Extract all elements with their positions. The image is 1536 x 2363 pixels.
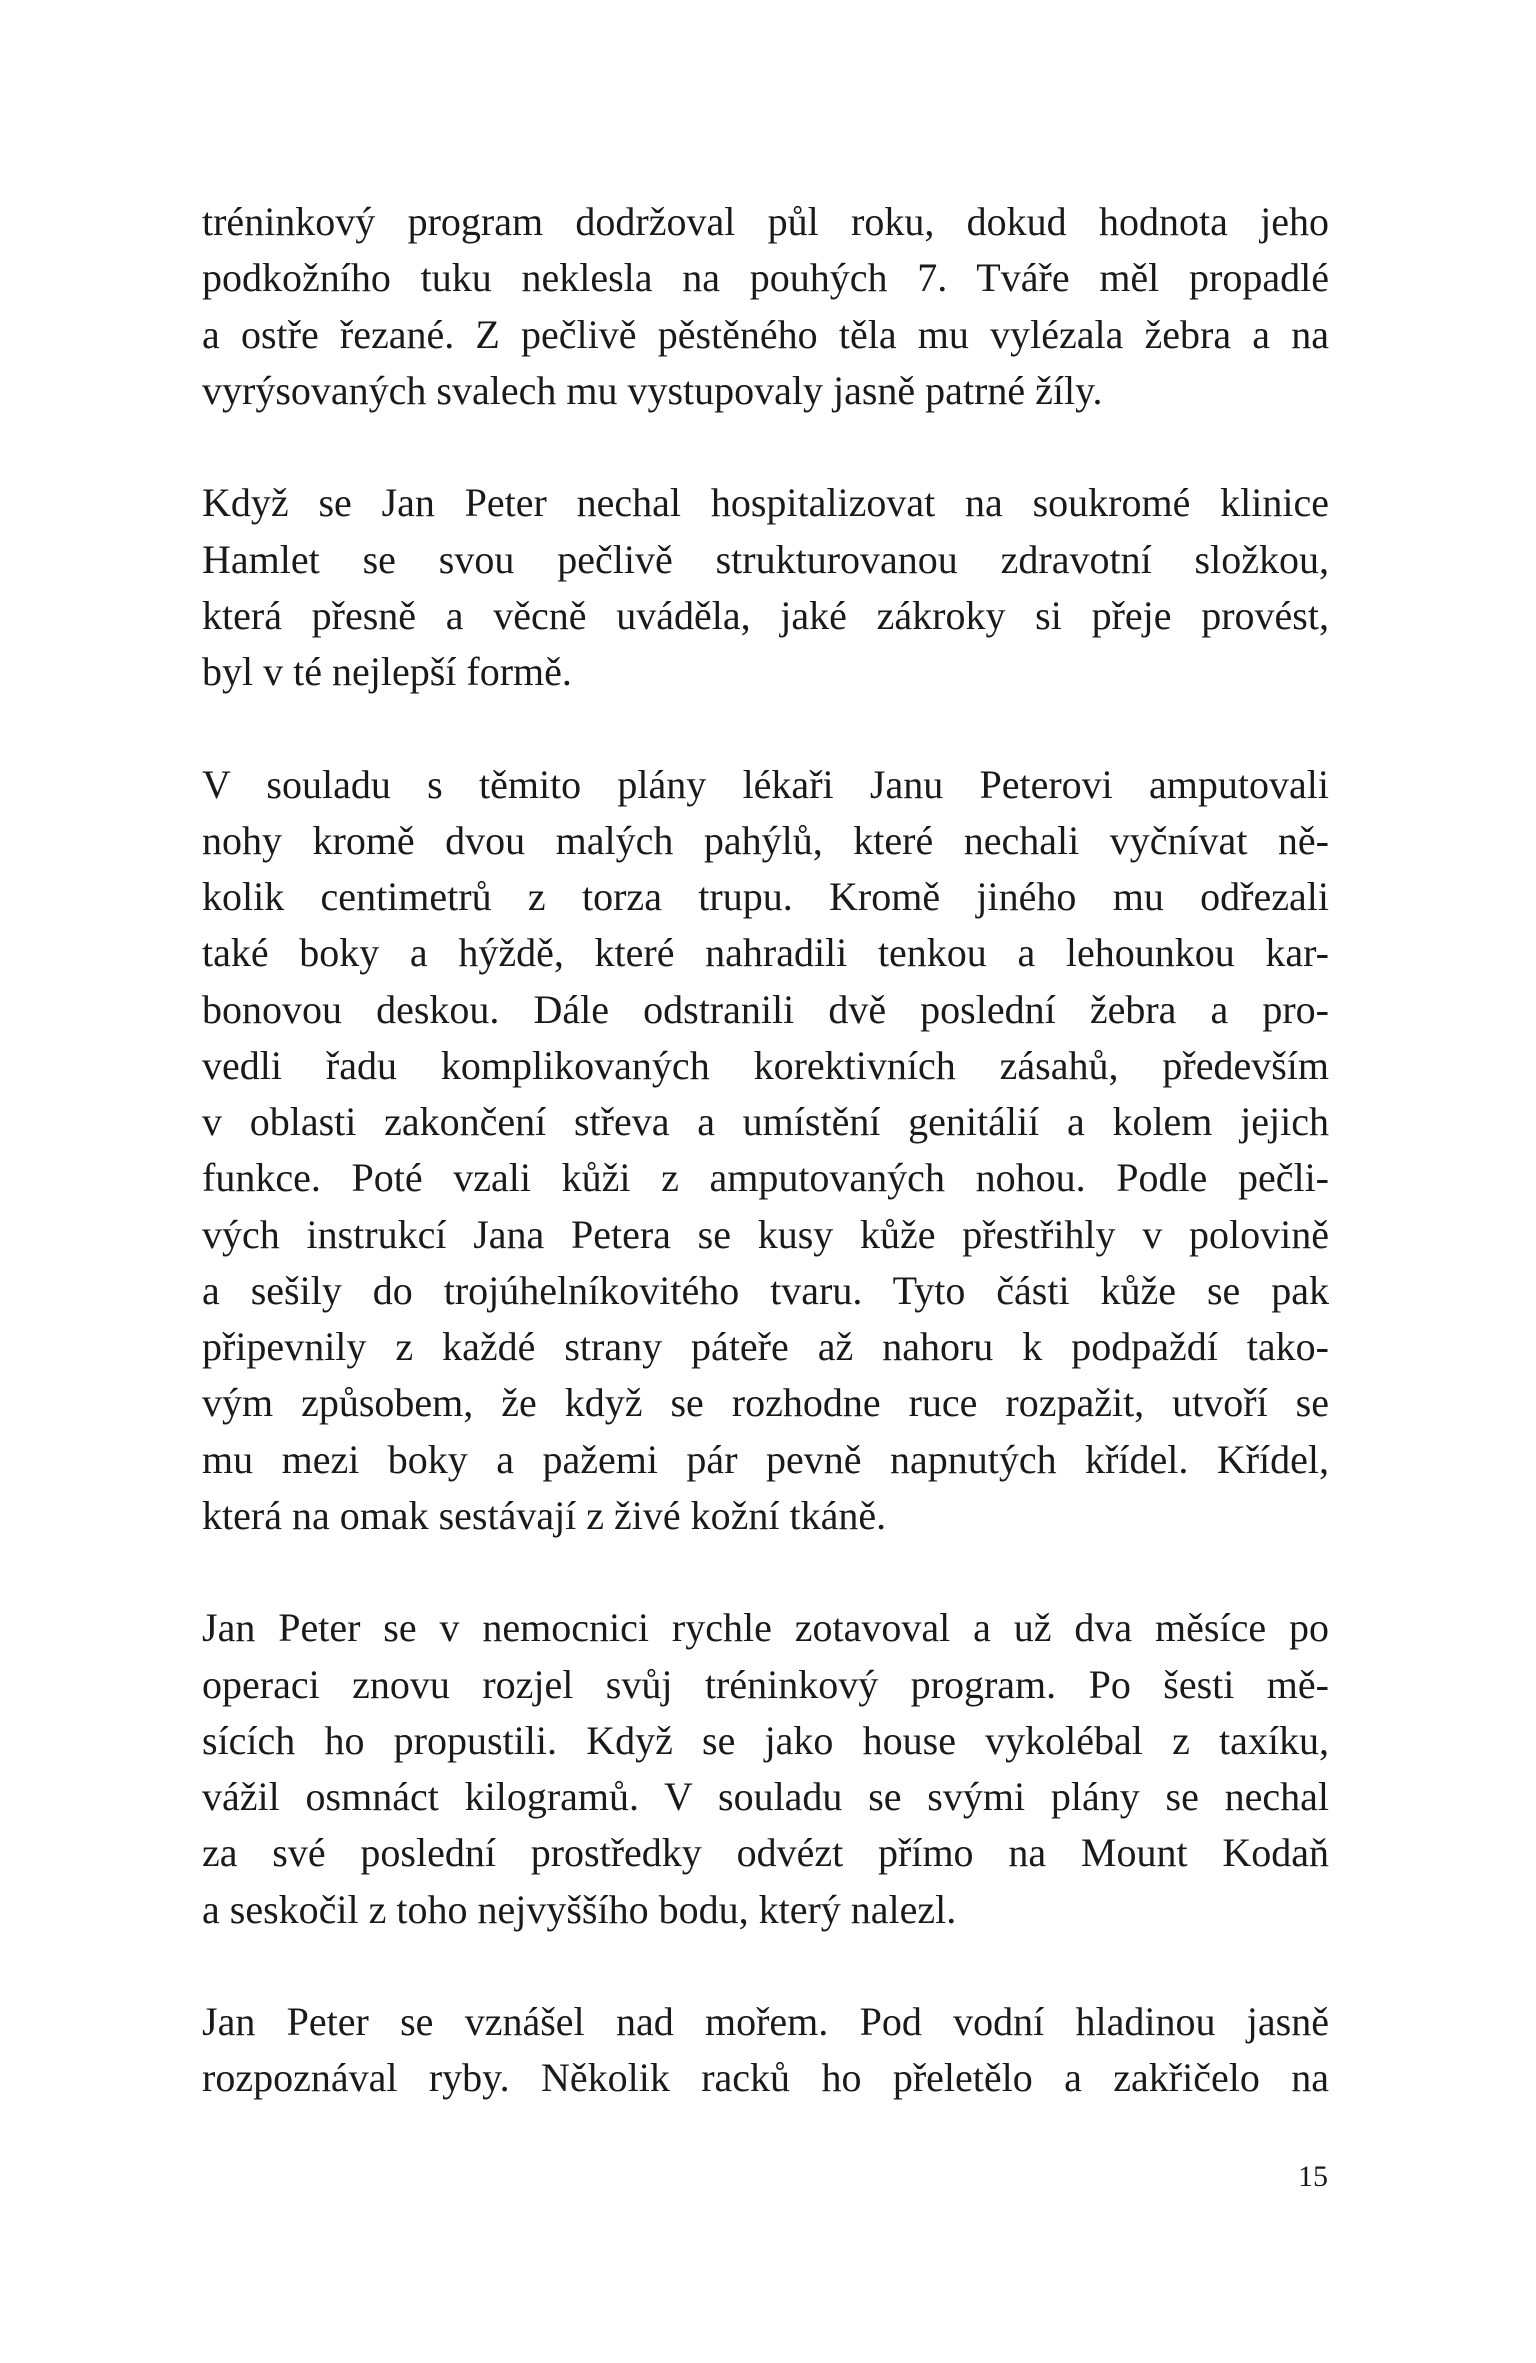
text-line: také boky a hýždě, které nahradili tenkou a lehounkou kar- [202, 930, 1329, 976]
text-line: byl v té nejlepší formě. [202, 649, 572, 694]
paragraph [202, 1994, 1329, 2107]
text-line: za své poslední prostředky odvézt přímo na Mount Kodaň [202, 1830, 1329, 1876]
text-line: kolik centimetrů z torza trupu. Kromě jiného mu odřezali [202, 874, 1329, 919]
text-line: operaci znovu rozjel svůj tréninkový program. Po šesti mě- [202, 1661, 1329, 1707]
text-line: Hamlet se svou pečlivě strukturovanou zdravotní složkou, [202, 536, 1329, 582]
body-text [202, 194, 1329, 2163]
text-line: připevnily z každé strany páteře až nahoru k podpaždí tako- [202, 1324, 1329, 1369]
text-line: funkce. Poté vzali kůži z amputovaných nohou. Podle pečli- [202, 1155, 1329, 1201]
paragraph [202, 194, 1329, 419]
text-line: nohy kromě dvou malých pahýlů, které nechali vyčnívat ně- [202, 817, 1329, 863]
text-line: vých instrukcí Jana Petera se kusy kůže přestřihly v polovině [202, 1211, 1329, 1257]
text-line: sících ho propustili. Když se jako house vykolébal z taxíku, [202, 1717, 1329, 1763]
paragraph [202, 757, 1329, 1545]
text-line: která přesně a věcně uváděla, jaké zákroky si přeje provést, [202, 592, 1329, 638]
text-line: vým způsobem, že když se rozhodne ruce rozpažit, utvoří se [202, 1380, 1329, 1426]
text-line: V souladu s těmito plány lékaři Janu Peterovi amputovali [202, 761, 1329, 807]
text-line: bonovou deskou. Dále odstranili dvě poslední žebra a pro- [202, 986, 1329, 1032]
paragraph [202, 1600, 1329, 1938]
text-line: v oblasti zakončení střeva a umístění genitálií a kolem jejich [202, 1099, 1329, 1144]
text-line: a ostře řezané. Z pečlivě pěstěného těla mu vylézala žebra a na [202, 311, 1329, 357]
text-line: mu mezi boky a pažemi pár pevně napnutých křídel. Křídel, [202, 1436, 1329, 1482]
text-line: Když se Jan Peter nechal hospitalizovat na soukromé klinice [202, 480, 1329, 526]
text-line: vážil osmnáct kilogramů. V souladu se svými plány se nechal [202, 1774, 1329, 1819]
text-line: Jan Peter se v nemocnici rychle zotavoval a už dva měsíce po [202, 1605, 1329, 1651]
text-line: vedli řadu komplikovaných korektivních zásahů, především [202, 1042, 1329, 1088]
text-line: podkožního tuku neklesla na pouhých 7. Tváře měl propadlé [202, 255, 1329, 301]
page-number: 15 [1298, 2160, 1328, 2193]
text-line: rozpoznával ryby. Několik racků ho přeletělo a zakřičelo na [202, 2055, 1329, 2101]
text-line: tréninkový program dodržoval půl roku, dokud hodnota jeho [202, 199, 1329, 244]
text-line: vyrýsovaných svalech mu vystupovaly jasně patrné žíly. [202, 367, 1103, 413]
text-line: a sešily do trojúhelníkovitého tvaru. Tyto části kůže se pak [202, 1267, 1329, 1313]
paragraph [202, 475, 1329, 700]
text-line: a seskočil z toho nejvyššího bodu, který nalezl. [202, 1886, 957, 1932]
text-line: Jan Peter se vznášel nad mořem. Pod vodní hladinou jasně [202, 1999, 1329, 2044]
text-line: která na omak sestávají z živé kožní tkáně. [202, 1492, 887, 1538]
